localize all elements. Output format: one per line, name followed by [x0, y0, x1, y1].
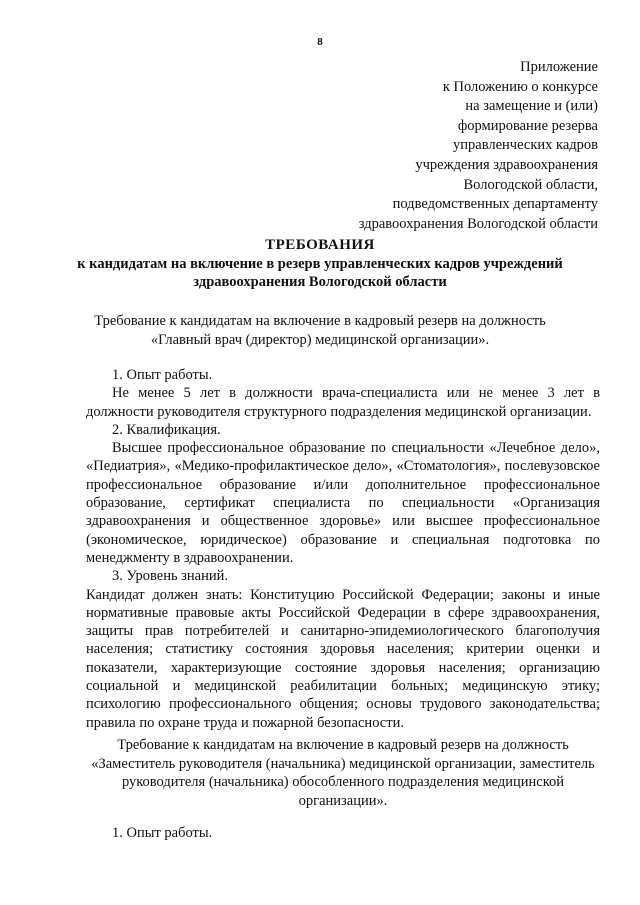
item-text: Высшее профессиональное образование по специальности «Лечебное дело», «Педиатрия», «Медико-профилактическое дело», «Стоматология», послевузовское профессиональное образование и/или дополнительное профессиональное образование, сертификат специалиста по специальности «Организация здравоохранения и общественное здоровье» или высшее профессиональное (экономическое, юридическое) образование и специальная подготовка по менеджменту в здравоохранении. — [86, 440, 600, 566]
title-line: к кандидатам на включение в резерв управленческих кадров учреждений — [77, 256, 563, 272]
annex-line: учреждения здравоохранения — [415, 156, 598, 173]
annex-line: здравоохранения Вологодской области — [358, 215, 598, 232]
page-number: 8 — [317, 36, 323, 48]
item-title: 1. Опыт работы. — [112, 825, 213, 841]
annex-line: формирование резерва — [457, 117, 598, 134]
item-text: Не менее 5 лет в должности врача-специалиста или не менее 3 лет в должности руководителя структурного подразделения медицинской организации. — [86, 385, 600, 420]
section1-body — [86, 366, 600, 732]
item-title: 2. Квалификация. — [112, 421, 221, 438]
title-main: ТРЕБОВАНИЯ — [265, 237, 375, 253]
annex-line: Вологодской области, — [463, 176, 598, 193]
item-title: 3. Уровень знаний. — [112, 568, 229, 585]
section2-body — [86, 824, 600, 842]
item-title: 1. Опыт работы. — [112, 367, 213, 383]
title-line: здравоохранения Вологодской области — [193, 274, 447, 290]
item-text: Кандидат должен знать: Конституцию Российской Федерации; законы и иные нормативные правовые акты Российской Федерации в сфере здравоохранения, защиты прав потребителей и санитарно-эпидемиологического благополучия населения; статистику состояния здоровья населения; критерии оценки и показатели, характеризующие состояние здоровья населения; организацию социальной и медицинской реабилитации больных; медицинскую этику; психологию профессионального общения; основы трудового законодательства; правила по охране труда и пожарной безопасности. — [86, 586, 600, 731]
section2-heading: Требование к кандидатам на включение в кадровый резерв на должность «Заместитель руководителя (начальника) медицинской организации, заместитель руководителя (начальника) обособленного подразделения медицинской организации». — [91, 737, 595, 809]
annex-block — [278, 58, 598, 234]
annex-line: управленческих кадров — [453, 137, 598, 154]
annex-line: подведомственных департаменту — [392, 196, 598, 213]
annex-line: на замещение и (или) — [465, 98, 598, 115]
section1-heading-line: Требование к кандидатам на включение в кадровый резерв на должность — [94, 313, 546, 329]
annex-line: к Положению о конкурсе — [442, 78, 598, 95]
annex-line: Приложение — [520, 59, 598, 75]
section1-heading-line: «Главный врач (директор) медицинской организации». — [150, 331, 490, 348]
document-title — [40, 236, 600, 291]
section1-heading — [70, 312, 570, 349]
